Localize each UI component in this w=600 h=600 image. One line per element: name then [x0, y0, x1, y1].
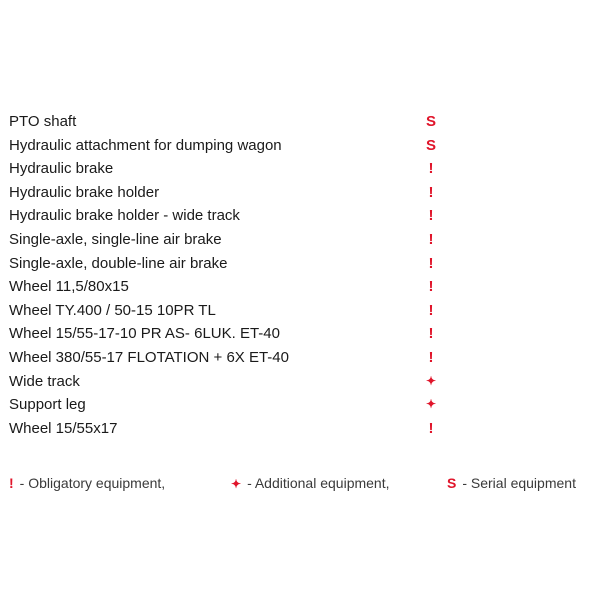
equipment-name: Hydraulic attachment for dumping wagon: [9, 136, 282, 154]
obligatory-mark-icon: !: [9, 475, 14, 491]
legend-label: - Additional equipment,: [247, 475, 390, 491]
obligatory-mark-icon: !: [428, 183, 434, 201]
legend-item-serial: [447, 472, 576, 494]
obligatory-mark-icon: !: [428, 254, 434, 272]
equipment-name: Support leg: [9, 396, 86, 414]
equipment-name: Wheel 11,5/80x15: [9, 278, 129, 296]
legend: [9, 472, 599, 494]
equipment-name: Single-axle, double-line air brake: [9, 254, 228, 272]
serial-mark-icon: S: [447, 475, 457, 491]
equipment-item: [9, 299, 439, 323]
additional-mark-icon: ✦: [425, 373, 437, 388]
equipment-item: [9, 181, 439, 205]
equipment-item: [9, 346, 439, 370]
additional-mark-icon: ✦: [231, 477, 242, 491]
legend-label: - Serial equipment: [462, 475, 576, 491]
equipment-list: [9, 110, 439, 440]
legend-label: - Obligatory equipment,: [19, 475, 166, 491]
serial-mark-icon: S: [425, 113, 436, 130]
equipment-name: Wide track: [9, 372, 80, 390]
serial-mark-icon: S: [425, 136, 436, 154]
equipment-item: [9, 275, 439, 299]
obligatory-mark-icon: !: [428, 278, 434, 296]
obligatory-mark-icon: !: [428, 325, 434, 343]
equipment-name: Wheel 380/55-17 FLOTATION + 6X ET-40: [9, 348, 289, 366]
equipment-name: PTO shaft: [9, 113, 77, 130]
equipment-item: [9, 157, 439, 181]
obligatory-mark-icon: !: [428, 207, 434, 225]
obligatory-mark-icon: !: [428, 419, 434, 437]
obligatory-mark-icon: !: [428, 160, 434, 178]
equipment-item: [9, 134, 439, 158]
equipment-item: [9, 252, 439, 276]
equipment-name: Hydraulic brake holder - wide track: [9, 207, 240, 225]
obligatory-mark-icon: !: [428, 230, 434, 248]
obligatory-mark-icon: !: [428, 301, 434, 319]
obligatory-mark-icon: !: [428, 348, 434, 366]
legend-item-additional: [231, 472, 390, 495]
equipment-item: [9, 228, 439, 252]
equipment-item: [9, 370, 439, 394]
equipment-item: [9, 393, 439, 417]
equipment-name: Hydraulic brake: [9, 160, 114, 178]
additional-mark-icon: ✦: [425, 397, 437, 412]
legend-item-obligatory: [9, 472, 165, 494]
equipment-name: Hydraulic brake holder: [9, 183, 160, 201]
equipment-name: Wheel 15/55x17: [9, 419, 118, 437]
equipment-name: Wheel TY.400 / 50-15 10PR TL: [9, 301, 216, 319]
equipment-item: [9, 110, 439, 134]
equipment-item: [9, 322, 439, 346]
equipment-name: Single-axle, single-line air brake: [9, 230, 222, 248]
equipment-name: Wheel 15/55-17-10 PR AS- 6LUK. ET-40: [9, 325, 280, 343]
equipment-item: [9, 417, 439, 441]
equipment-item: [9, 204, 439, 228]
